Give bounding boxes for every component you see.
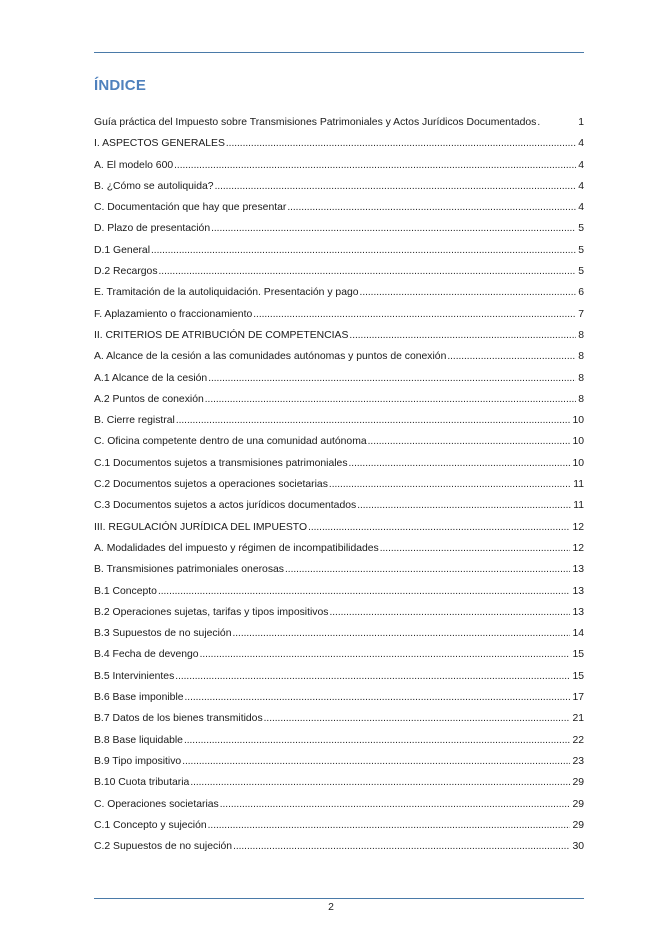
toc-entry[interactable] [94,393,584,414]
toc-entry-page: 8 [578,372,584,384]
toc-entry-page: 13 [572,606,584,618]
toc-entry[interactable] [94,755,584,776]
toc-entry[interactable] [94,350,584,371]
toc-entry[interactable] [94,734,584,755]
toc-entry-page: 13 [572,585,584,597]
toc-entry-title: B.7 Datos de los bienes transmitidos [94,713,263,725]
toc-entry-page: 13 [572,564,584,576]
toc-entry-title: D. Plazo de presentación [94,223,211,235]
toc-entry-page: 8 [578,351,584,363]
toc-dot-leader [264,712,571,726]
toc-entry-title: C.1 Concepto y sujeción [94,819,207,831]
toc-entry[interactable] [94,819,584,840]
toc-entry-page: 22 [572,734,584,746]
toc-entry-title: B.9 Tipo impositivo [94,755,182,767]
toc-entry-page: 12 [572,521,584,533]
toc-entry-title: C.1 Documentos sujetos a transmisiones patrimoniales [94,457,348,469]
toc-entry-title: C. Oficina competente dentro de una comunidad autónoma [94,436,367,448]
toc-dot-leader [184,734,570,748]
toc-entry-page: 11 [573,479,584,491]
toc-entry-page: 11 [573,500,584,512]
toc-entry-title: III. REGULACIÓN JURÍDICA DEL IMPUESTO [94,521,308,533]
toc-entry-page: 1 [578,117,584,128]
toc-entry[interactable] [94,116,584,137]
toc-entry-page: 4 [578,159,584,171]
toc-dot-leader [329,606,570,620]
toc-dot-leader [200,648,571,662]
toc-dot-leader [215,180,577,194]
toc-entry-page: 4 [578,180,584,192]
toc-entry-title: A. Modalidades del impuesto y régimen de incompatibilidades [94,542,379,554]
toc-entry-title: A. Alcance de la cesión a las comunidades autónomas y puntos de conexión [94,351,447,363]
toc-dot-leader [158,585,570,599]
toc-entry[interactable] [94,798,584,819]
toc-entry-title: B. Transmisiones patrimoniales onerosas [94,564,285,576]
toc-dot-leader [537,116,576,130]
toc-entry-page: 4 [578,138,584,150]
toc-entry-title: A. El modelo 600 [94,159,174,171]
toc-entry[interactable] [94,244,584,265]
toc-entry[interactable] [94,457,584,478]
toc-entry[interactable] [94,201,584,222]
toc-entry-page: 8 [578,393,584,405]
toc-entry-page: 10 [572,415,584,427]
toc-entry[interactable] [94,563,584,584]
toc-dot-leader [349,457,571,471]
toc-entry-page: 29 [572,777,584,789]
toc-dot-leader [287,201,576,215]
toc-entry[interactable] [94,840,584,861]
toc-dot-leader [447,350,576,364]
toc-entry[interactable] [94,542,584,563]
toc-entry-title: C.3 Documentos sujetos a actos jurídicos documentados [94,500,357,512]
toc-entry-page: 15 [572,649,584,661]
toc-entry[interactable] [94,137,584,158]
toc-entry-title: B.3 Supuestos de no sujeción [94,628,232,640]
toc-dot-leader [208,819,571,833]
footer-rule [94,898,584,899]
toc-entry[interactable] [94,776,584,797]
toc-entry[interactable] [94,670,584,691]
toc-entry-page: 15 [572,670,584,682]
toc-entry-page: 5 [578,223,584,235]
toc-entry-title: A.1 Alcance de la cesión [94,372,208,384]
toc-dot-leader [182,755,570,769]
toc-dot-leader [368,435,571,449]
toc-entry-title: E. Tramitación de la autoliquidación. Presentación y pago [94,287,359,299]
toc-entry-title: C. Documentación que hay que presentar [94,202,287,214]
toc-entry-page: 5 [578,244,584,256]
toc-entry-page: 10 [572,436,584,448]
toc-entry-title: C.2 Supuestos de no sujeción [94,841,233,853]
toc-entry[interactable] [94,372,584,393]
toc-entry-title: B. Cierre registral [94,415,175,427]
table-of-contents [94,116,584,861]
toc-entry-page: 30 [572,841,584,853]
toc-dot-leader [380,542,571,556]
toc-entry-page: 8 [578,329,584,341]
toc-entry-title: C. Operaciones societarias [94,798,219,810]
toc-entry-page: 14 [572,628,584,640]
toc-entry-page: 7 [578,308,584,320]
toc-dot-leader [176,414,571,428]
toc-dot-leader [232,627,570,641]
toc-entry-page: 4 [578,202,584,214]
toc-entry-title: B.1 Concepto [94,585,157,597]
toc-dot-leader [174,159,576,173]
toc-entry[interactable] [94,606,584,627]
toc-dot-leader [233,840,570,854]
toc-entry-page: 6 [578,287,584,299]
toc-entry-title: B.4 Fecha de devengo [94,649,199,661]
toc-entry-title: D.2 Recargos [94,266,158,278]
toc-entry-title: B.6 Base imponible [94,692,184,704]
toc-dot-leader [226,137,576,151]
toc-entry-page: 29 [572,798,584,810]
header-rule [94,52,584,53]
toc-entry-title: B.5 Intervinientes [94,670,175,682]
toc-entry-page: 10 [572,457,584,469]
toc-entry-title: Guía práctica del Impuesto sobre Transmisiones Patrimoniales y Actos Jurídicos Documentados [94,117,537,128]
toc-entry-page: 5 [578,266,584,278]
toc-entry-title: D.1 General [94,244,151,256]
toc-dot-leader [360,286,577,300]
toc-dot-leader [357,499,571,513]
toc-entry-title: II. CRITERIOS DE ATRIBUCIÓN DE COMPETENCIAS [94,329,349,341]
toc-entry-title: B. ¿Cómo se autoliquida? [94,180,214,192]
toc-entry-title: B.2 Operaciones sujetas, tarifas y tipos impositivos [94,606,329,618]
toc-entry[interactable] [94,585,584,606]
toc-entry[interactable] [94,521,584,542]
toc-entry-title: B.8 Base liquidable [94,734,183,746]
toc-entry-title: C.2 Documentos sujetos a operaciones societarias [94,479,328,491]
toc-entry-page: 12 [572,542,584,554]
toc-entry[interactable] [94,499,584,520]
toc-entry-title: I. ASPECTOS GENERALES [94,138,225,150]
toc-dot-leader [190,776,570,790]
toc-dot-leader [329,478,571,492]
toc-entry-page: 21 [572,713,584,725]
toc-entry-title: B.10 Cuota tributaria [94,777,190,789]
page-number: 2 [328,902,334,913]
toc-dot-leader [285,563,570,577]
toc-entry[interactable] [94,648,584,669]
toc-entry[interactable] [94,286,584,307]
toc-entry-page: 29 [572,819,584,831]
toc-entry-page: 23 [572,755,584,767]
toc-dot-leader [205,393,576,407]
toc-entry[interactable] [94,435,584,456]
page-title: ÍNDICE [94,77,147,94]
toc-entry-title: A.2 Puntos de conexión [94,393,204,405]
toc-entry[interactable] [94,691,584,712]
toc-entry[interactable] [94,414,584,435]
toc-entry[interactable] [94,222,584,243]
toc-entry[interactable] [94,478,584,499]
toc-dot-leader [253,308,576,322]
toc-dot-leader [308,521,570,535]
toc-entry[interactable] [94,712,584,733]
toc-dot-leader [159,265,577,279]
toc-dot-leader [220,798,571,812]
toc-entry[interactable] [94,265,584,286]
toc-entry-title: F. Aplazamiento o fraccionamiento [94,308,253,320]
toc-dot-leader [175,670,570,684]
toc-entry-page: 17 [572,692,584,704]
toc-entry[interactable] [94,180,584,201]
toc-dot-leader [208,372,576,386]
toc-entry[interactable] [94,627,584,648]
toc-dot-leader [211,222,576,236]
toc-entry[interactable] [94,329,584,350]
toc-dot-leader [185,691,571,705]
toc-entry[interactable] [94,159,584,180]
toc-dot-leader [349,329,576,343]
toc-dot-leader [151,244,576,258]
toc-entry[interactable] [94,308,584,329]
